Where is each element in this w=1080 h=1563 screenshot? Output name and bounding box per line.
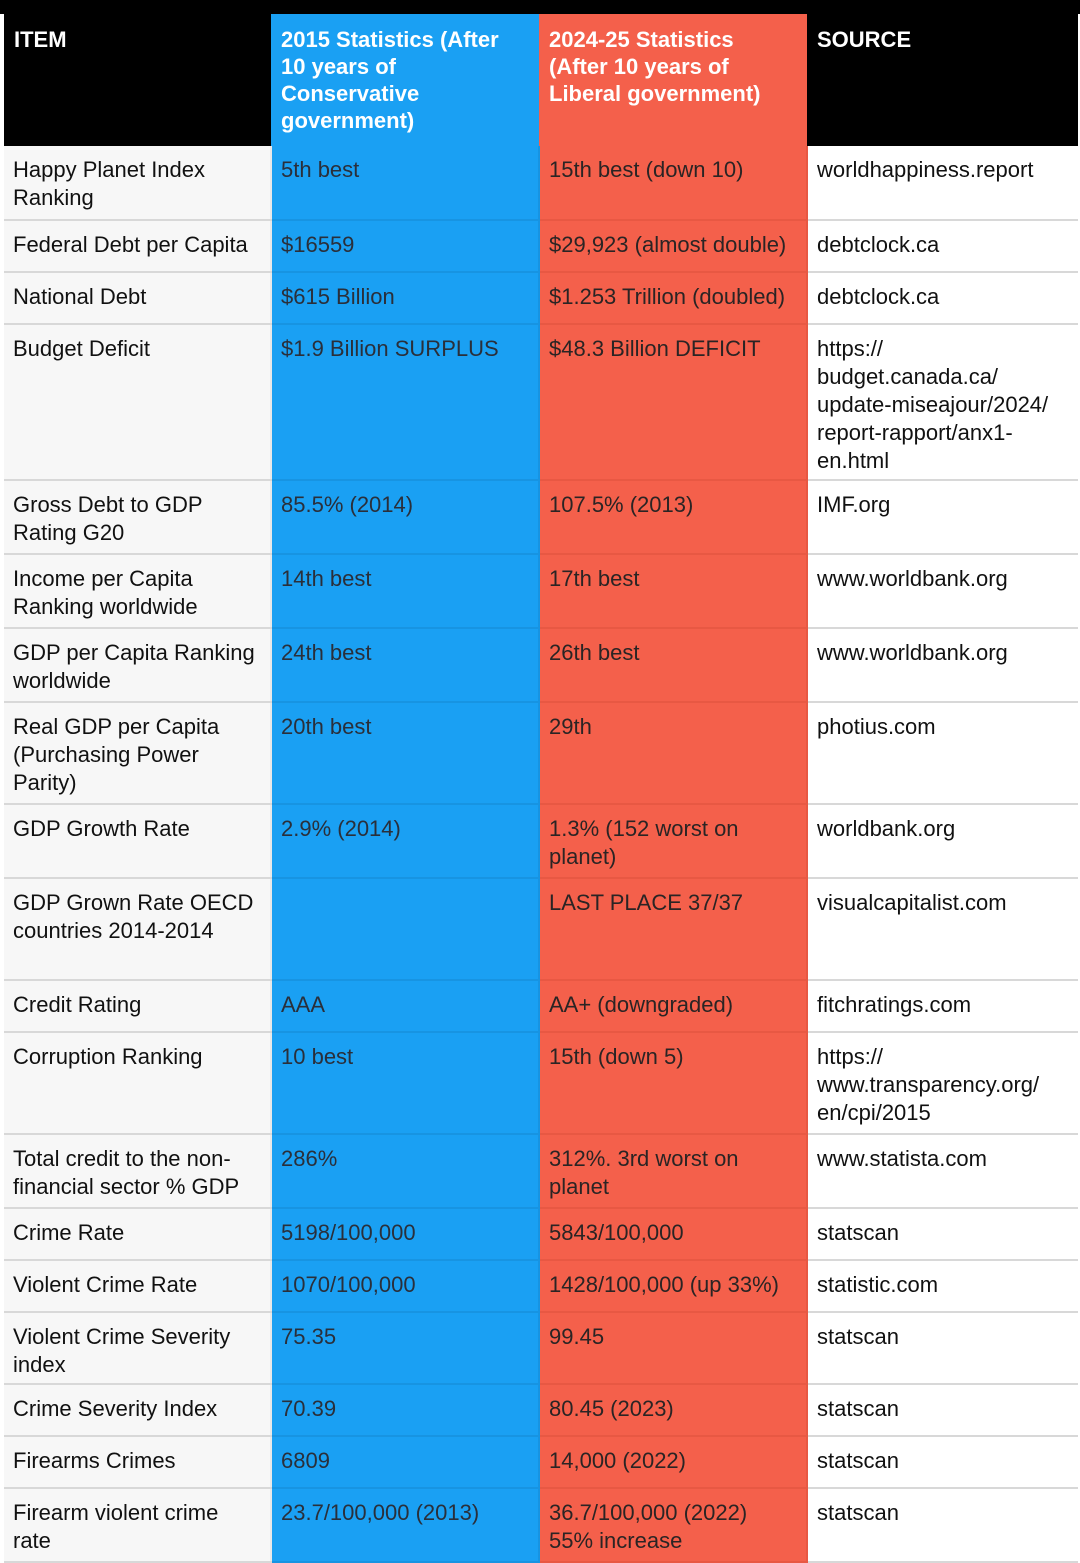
table-row bbox=[4, 1312, 1078, 1384]
table-row bbox=[4, 702, 1078, 804]
cell-source: statscan bbox=[807, 1436, 1078, 1488]
cell-item: Budget Deficit bbox=[4, 324, 271, 480]
cell-source: www.statista.com bbox=[807, 1134, 1078, 1208]
cell-2015-statistic: $615 Billion bbox=[271, 272, 539, 324]
cell-2015-statistic: 14th best bbox=[271, 554, 539, 628]
cell-2024-25-statistic: $29,923 (almost double) bbox=[539, 220, 807, 272]
cell-item: Crime Rate bbox=[4, 1208, 271, 1260]
cell-2024-25-statistic: 14,000 (2022) bbox=[539, 1436, 807, 1488]
table-row bbox=[4, 554, 1078, 628]
cell-2015-statistic: AAA bbox=[271, 980, 539, 1032]
header-2024-25-statistics: 2024-25 Statistics (After 10 years of Liberal government) bbox=[539, 14, 807, 146]
cell-item: Violent Crime Severity index bbox=[4, 1312, 271, 1384]
cell-2015-statistic: 23.7/100,000 (2013) bbox=[271, 1488, 539, 1562]
table-row bbox=[4, 878, 1078, 980]
cell-item: Violent Crime Rate bbox=[4, 1260, 271, 1312]
cell-source: worldhappiness.report bbox=[807, 146, 1078, 220]
cell-source: photius.com bbox=[807, 702, 1078, 804]
cell-item: Gross Debt to GDP Rating G20 bbox=[4, 480, 271, 554]
cell-source: debtclock.ca bbox=[807, 220, 1078, 272]
cell-item: Income per Capita Ranking worldwide bbox=[4, 554, 271, 628]
table-row bbox=[4, 628, 1078, 702]
cell-item: GDP per Capita Ranking worldwide bbox=[4, 628, 271, 702]
cell-source: statscan bbox=[807, 1312, 1078, 1384]
cell-2024-25-statistic: 5843/100,000 bbox=[539, 1208, 807, 1260]
cell-source: IMF.org bbox=[807, 480, 1078, 554]
cell-2015-statistic: $1.9 Billion SURPLUS bbox=[271, 324, 539, 480]
cell-2024-25-statistic: 80.45 (2023) bbox=[539, 1384, 807, 1436]
cell-item: National Debt bbox=[4, 272, 271, 324]
cell-2024-25-statistic: 107.5% (2013) bbox=[539, 480, 807, 554]
cell-2024-25-statistic: 29th bbox=[539, 702, 807, 804]
cell-source: fitchratings.com bbox=[807, 980, 1078, 1032]
cell-2015-statistic: 286% bbox=[271, 1134, 539, 1208]
top-black-bar bbox=[0, 0, 1080, 14]
cell-source: statscan bbox=[807, 1208, 1078, 1260]
cell-item: Credit Rating bbox=[4, 980, 271, 1032]
cell-2015-statistic: 70.39 bbox=[271, 1384, 539, 1436]
cell-source: statscan bbox=[807, 1488, 1078, 1562]
table-row bbox=[4, 1436, 1078, 1488]
cell-item: Firearm violent crime rate bbox=[4, 1488, 271, 1562]
cell-2015-statistic: 6809 bbox=[271, 1436, 539, 1488]
cell-2015-statistic: 2.9% (2014) bbox=[271, 804, 539, 878]
cell-source: www.worldbank.org bbox=[807, 554, 1078, 628]
table-row bbox=[4, 1208, 1078, 1260]
table-row bbox=[4, 1134, 1078, 1208]
cell-source: worldbank.org bbox=[807, 804, 1078, 878]
cell-item: Federal Debt per Capita bbox=[4, 220, 271, 272]
cell-2024-25-statistic: 36.7/100,000 (2022) 55% increase bbox=[539, 1488, 807, 1562]
cell-2015-statistic: 85.5% (2014) bbox=[271, 480, 539, 554]
cell-source: visualcapitalist.com bbox=[807, 878, 1078, 980]
table-row bbox=[4, 804, 1078, 878]
cell-2024-25-statistic: 26th best bbox=[539, 628, 807, 702]
cell-source: www.worldbank.org bbox=[807, 628, 1078, 702]
cell-2024-25-statistic: $1.253 Trillion (doubled) bbox=[539, 272, 807, 324]
cell-2015-statistic: 20th best bbox=[271, 702, 539, 804]
table-row bbox=[4, 1488, 1078, 1562]
cell-2024-25-statistic: LAST PLACE 37/37 bbox=[539, 878, 807, 980]
cell-source: https:// budget.canada.ca/ update-miseajour/2024/ report-rapport/anx1-en.html bbox=[807, 324, 1078, 480]
cell-2024-25-statistic: 15th (down 5) bbox=[539, 1032, 807, 1134]
cell-2015-statistic: 1070/100,000 bbox=[271, 1260, 539, 1312]
table-row bbox=[4, 146, 1078, 220]
cell-item: Corruption Ranking bbox=[4, 1032, 271, 1134]
header-item: ITEM bbox=[4, 14, 271, 146]
cell-2015-statistic: 5th best bbox=[271, 146, 539, 220]
cell-source: https:// www.transparency.org/ en/cpi/2015 bbox=[807, 1032, 1078, 1134]
cell-item: GDP Grown Rate OECD countries 2014-2014 bbox=[4, 878, 271, 980]
cell-2024-25-statistic: AA+ (downgraded) bbox=[539, 980, 807, 1032]
cell-item: Crime Severity Index bbox=[4, 1384, 271, 1436]
cell-2024-25-statistic: 312%. 3rd worst on planet bbox=[539, 1134, 807, 1208]
cell-2015-statistic bbox=[271, 878, 539, 980]
cell-2024-25-statistic: 1.3% (152 worst on planet) bbox=[539, 804, 807, 878]
table-row bbox=[4, 1260, 1078, 1312]
header-row bbox=[4, 14, 1078, 146]
cell-source: statscan bbox=[807, 1384, 1078, 1436]
table-row bbox=[4, 980, 1078, 1032]
cell-2024-25-statistic: 17th best bbox=[539, 554, 807, 628]
statistics-comparison-table bbox=[4, 14, 1078, 1563]
cell-2024-25-statistic: $48.3 Billion DEFICIT bbox=[539, 324, 807, 480]
cell-source: debtclock.ca bbox=[807, 272, 1078, 324]
table-row bbox=[4, 480, 1078, 554]
cell-2015-statistic: 5198/100,000 bbox=[271, 1208, 539, 1260]
table-row bbox=[4, 220, 1078, 272]
cell-2024-25-statistic: 15th best (down 10) bbox=[539, 146, 807, 220]
cell-item: Real GDP per Capita (Purchasing Power Parity) bbox=[4, 702, 271, 804]
cell-source: statistic.com bbox=[807, 1260, 1078, 1312]
table-row bbox=[4, 272, 1078, 324]
cell-item: Firearms Crimes bbox=[4, 1436, 271, 1488]
cell-2015-statistic: $16559 bbox=[271, 220, 539, 272]
cell-2015-statistic: 10 best bbox=[271, 1032, 539, 1134]
cell-item: Total credit to the non-financial sector % GDP bbox=[4, 1134, 271, 1208]
table-row bbox=[4, 1384, 1078, 1436]
cell-2024-25-statistic: 99.45 bbox=[539, 1312, 807, 1384]
cell-2015-statistic: 75.35 bbox=[271, 1312, 539, 1384]
cell-item: Happy Planet Index Ranking bbox=[4, 146, 271, 220]
header-source: SOURCE bbox=[807, 14, 1078, 146]
cell-item: GDP Growth Rate bbox=[4, 804, 271, 878]
table-row bbox=[4, 1032, 1078, 1134]
table-row bbox=[4, 324, 1078, 480]
cell-2015-statistic: 24th best bbox=[271, 628, 539, 702]
cell-2024-25-statistic: 1428/100,000 (up 33%) bbox=[539, 1260, 807, 1312]
header-2015-statistics: 2015 Statistics (After 10 years of Conservative government) bbox=[271, 14, 539, 146]
